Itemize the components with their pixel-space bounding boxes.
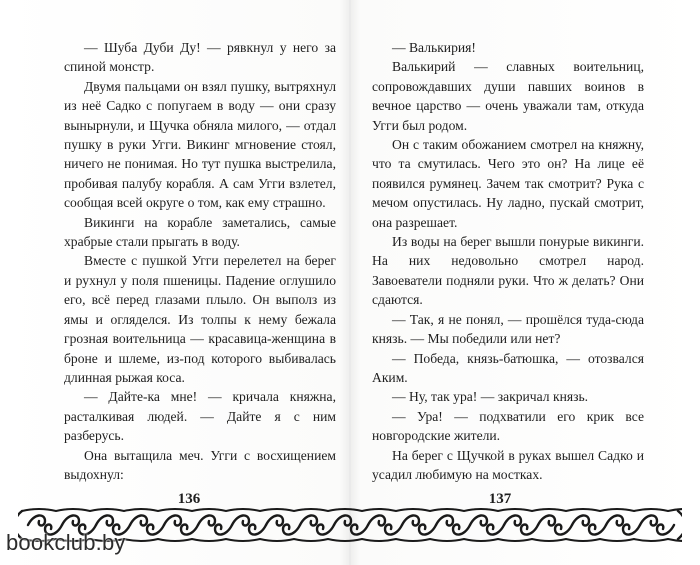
paragraph: Он с таким обожанием смотрел на княжну, что та смутилась. Чего это он? На лице её появился румянец. Зачем так смотрит? Рука с мечом опустилась. Ну ладно, пускай смотрит, она разрешает. [372,137,644,230]
paragraph: — Валькирия! [392,40,476,55]
watermark: bookclub.by [6,530,126,555]
page-number-left: 136 [177,491,201,507]
paragraph: Валькирий — славных воительниц, сопровождавших души павших воинов в вечное царство — очень уважали там, откуда Угги был родом. [372,59,644,133]
paragraph: — Победа, князь-батюшка, — отозвался Аким. [372,350,644,385]
paragraph: Из воды на берег вышли понурые викинги. На них недовольно смотрел народ. Завоеватели подняли руки. Что ж делать? Они сдаются. [372,234,644,308]
paragraph: Викинги на корабле заметались, самые храбрые стали прыгать в воду. [64,214,336,250]
paragraph: — Так, я не понял, — прошёлся туда-сюда князь. — Мы победили или нет? [372,311,644,347]
paragraph: Вместе с пушкой Угги перелетел на берег и рухнул у поля пшеницы. Падение оглушило его, всё перед глазами плыло. Он выполз из ямы и огляделся. Из толпы к нему бежала грозная воительница — красавица-женщина в броне и шлеме, из-под которого выбивалась длинная рыжая коса. [64,253,336,385]
page-number-right: 137 [488,491,512,507]
paragraph: Она вытащила меч. Угги с восхищением выдохнул: [64,447,336,482]
paragraph: — Ну, так ура! — закричал князь. [392,389,589,405]
paragraph: — Ура! — подхватили его крик все новгородские жители. [372,408,644,444]
left-page-text [64,38,336,484]
paragraph: — Шуба Дуби Ду! — рявкнул у него за спиной монстр. [64,40,336,75]
paragraph: На берег с Щучкой в руках вышел Садко и усадил любимую на мостках. [372,447,644,482]
right-page-text [372,38,644,484]
paragraph: Двумя пальцами он взял пушку, вытряхнул из неё Садко с попугаем в воду — они сразу вынырнули, и Щучка обняла милого, — отдал пушку в руки Угги. Викинг мгновение стоял, ничего не понимая. Но тут пушка выстрелила, пробивая палубу корабля. А сам Угги взлетел, сообщая всей округе о том, как ему страшно. [64,78,336,211]
paragraph: — Дайте-ка мне! — кричала княжна, расталкивая людей. — Дайте я с ним разберусь. [64,389,336,444]
